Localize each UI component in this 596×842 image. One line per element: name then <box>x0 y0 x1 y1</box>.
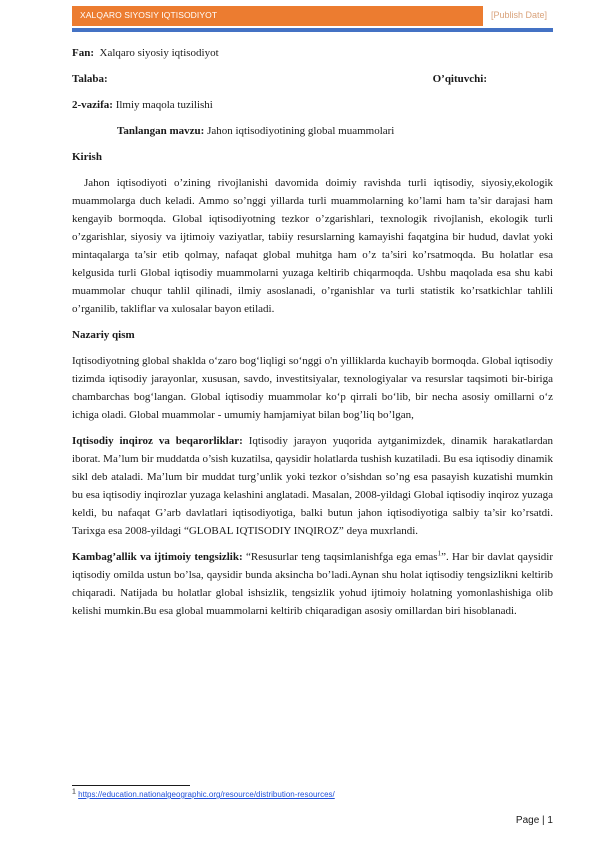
page-header-bar <box>72 6 553 26</box>
kambag-label: Kambag’allik va ijtimoiy tengsizlik: <box>72 551 243 563</box>
talaba-oqituvchi-line <box>72 70 553 88</box>
kambag-quote: “Resusurlar teng taqsimlanishfga ega emas <box>245 551 438 563</box>
footnote-separator <box>72 785 190 786</box>
kambag-text: Har bir davlat qaysidir iqtisodiy omilda ustun bo’lsa, qaysidir bunda aksincha bo’ladi.Aynan shu holat iqtisodiy tengsizlikni keltirib chiqaradi. Natijada bu holatlar global ishsizlik, tengsizlik yohud ijtimoiy holatning yomonlashishiga olib kelishi mumkin.Bu esa global muammolarni keltirib chiqaradigan asosiy omillardan biri hisoblanadi. <box>72 551 553 617</box>
fan-label: Fan: <box>72 47 94 59</box>
kambag-paragraph <box>72 548 553 620</box>
mavzu-line <box>117 122 553 140</box>
publish-date-field[interactable]: [Publish Date] <box>483 6 553 26</box>
page-number: Page | 1 <box>515 815 553 826</box>
mavzu-value: Jahon iqtisodiyotining global muammolari <box>207 125 395 137</box>
kambag-quote-end: ”. <box>441 551 449 563</box>
fan-line <box>72 44 553 62</box>
header-rule <box>72 28 553 32</box>
inqiroz-label: Iqtisodiy inqiroz va beqarorliklar: <box>72 435 243 447</box>
nazariy-paragraph: Iqtisodiyotning global shaklda o‘zaro bog‘liqligi so‘nggi o'n yilliklarda kuchayib bormoqda. Global iqtisodiy tizimda iqtisodiy jarayonlar, xususan, savdo, investitsiyalar, texnologiyalar va resurslar taqsimoti bir-biriga chambarchas bog‘langan. Global iqtisodiy muammolar ko‘p qirrali bo‘lib, bir necha asosiy omillarni o‘z ichiga oladi. Global muammolar - umumiy hamjamiyat bilan bog’liq bo’lgan, <box>72 355 553 421</box>
document-body[interactable] <box>72 44 553 628</box>
footnote-reference[interactable]: 1 <box>437 549 442 558</box>
vazifa-line <box>72 96 553 114</box>
kirish-heading: Kirish <box>72 151 102 163</box>
nazariy-heading: Nazariy qism <box>72 329 135 341</box>
oqituvchi-label: O’qituvchi: <box>432 73 487 85</box>
header-title: XALQARO SIYOSIY IQTISODIYOT <box>80 10 218 20</box>
mavzu-label: Tanlangan mavzu: <box>117 125 205 137</box>
kirish-paragraph: Jahon iqtisodiyoti o’zining rivojlanishi davomida doimiy ravishda turli iqtisodiy, siyosiy,ekologik muammolarga duch keladi. Ammo so’nggi yillarda turli muammolarning ko’lami ham ta’sir darajasi ham kengayib bormoqda. Global iqtisodiyotning tezkor o’zgarishlari, texnologik rivojlanish, ekologik turli o’zgarishlar, siyosiy va ijtimoiy vaziyatlar, tabiiy resurslarning kamayishi faqatgina bir hudud, davlat yoki mintaqalarga ta’sir etib qolmay, nafaqat global muhitga ham o’z ta’siri ko’rsatmoqda. Bu holatlar esa kelgusida turli Global iqtisodiy muammolarni yuzaga keltirib chiqarmoqda. Ushbu maqolada esa shu kabi muammolar chuqur tahlil qilinadi, ilmiy asoslanadi, o’rganishlar va turli statistik ko’rsatkichlar tahlili o’rganilib, takliflar va xulosalar bayon etiladi. <box>72 177 553 315</box>
inqiroz-paragraph <box>72 432 553 540</box>
footnote-number: 1 <box>72 788 76 796</box>
talaba-label: Talaba: <box>72 73 108 85</box>
vazifa-label: 2-vazifa: <box>72 99 113 111</box>
vazifa-value: Ilmiy maqola tuzilishi <box>115 99 213 111</box>
footnote <box>72 790 335 799</box>
fan-value: Xalqaro siyosiy iqtisodiyot <box>99 47 219 59</box>
inqiroz-text: Iqtisodiy jarayon yuqorida aytganimizdek, dinamik harakatlardan iborat. Ma’lum bir muddatda o’sish kuzatilsa, qaysidir holatlarda tushish kuzatiladi. Bu esa iqtisodiy dinamik sikl deb ataladi. Ma’lum bir muddat turg’unlik yoki tezkor o’sishdan so’ng esa pasayish kuzatishi mumkin bu esa iqtisodiy inqirozlar yuzaga kelashini anglatadi. Masalan, 2008-yildagi Global iqtisodiy inqiroz yuzaga keldi, bu nafaqat G’arb davlatlari iqtisodiyotiga, balki butun jahon iqtisodiyotiga salbiy ta’sir ko’rsatdi. Tarixga esa 2008-yildagi “GLOBAL IQTISODIY INQIROZ” deya muxrlandi. <box>72 435 553 537</box>
footnote-link[interactable]: https://education.nationalgeographic.org/resource/distribution-resources/ <box>78 790 335 799</box>
